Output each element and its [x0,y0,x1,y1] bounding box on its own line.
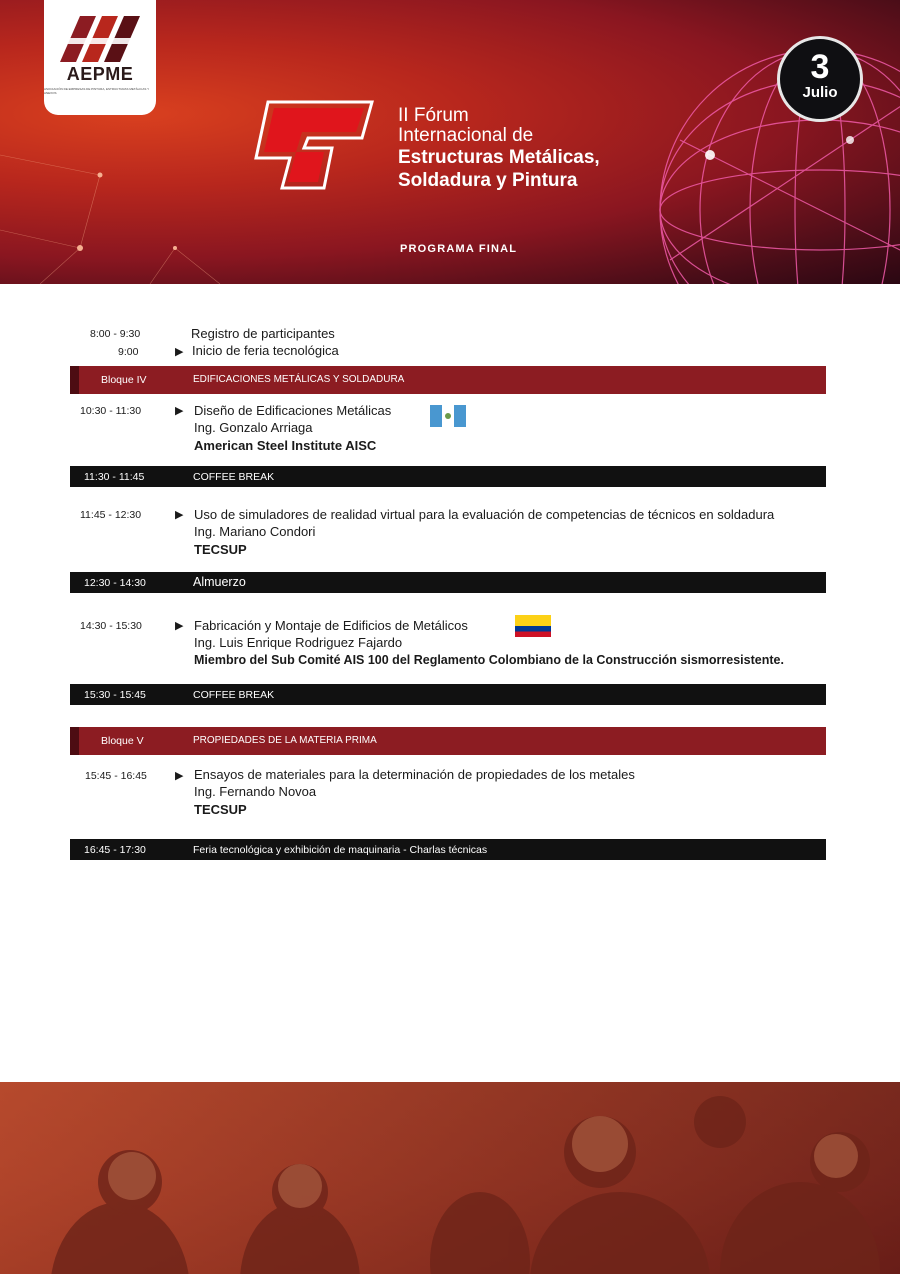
org-name: AEPME [66,64,134,84]
bar-label: Feria tecnológica y exhibición de maquinaria - Charlas técnicas [193,844,488,856]
session-title: Diseño de Edificaciones Metálicas [194,403,392,418]
date-month: Julio [802,84,838,101]
bloque-label: Bloque IV [101,374,147,386]
bloque-edge [70,727,79,755]
program-label: PROGRAMA FINAL [400,243,518,255]
play-arrow-icon: ▶ [175,770,184,782]
session-speaker: Ing. Mariano Condori [194,524,316,539]
session-title: Fabricación y Montaje de Edificios de Metálicos [194,618,468,633]
guatemala-flag-icon [430,405,466,427]
bar-label: COFFEE BREAK [193,689,275,701]
session-org: American Steel Institute AISC [194,438,377,453]
play-arrow-icon: ▶ [175,405,184,417]
header-banner [0,0,900,284]
event-photo-graphic [0,1082,900,1274]
bloque-title: EDIFICACIONES METÁLICAS Y SOLDADURA [193,374,405,385]
bloque-title: PROPIEDADES DE LA MATERIA PRIMA [193,735,377,746]
session-title: Ensayos de materiales para la determinación de propiedades de los metales [194,767,635,782]
session-time: 10:30 - 11:30 [80,405,142,417]
feria-text: Inicio de feria tecnológica [192,343,339,358]
bloque-v-header [70,727,826,755]
bar-label: COFFEE BREAK [193,471,275,483]
session-org: Miembro del Sub Comité AIS 100 del Reglamento Colombiano de la Construcción sismorresistente. [194,653,784,667]
session-time: 15:45 - 16:45 [85,770,147,782]
session-time: 14:30 - 15:30 [80,620,142,632]
aepme-logo-icon [60,16,140,62]
bloque-label: Bloque V [101,735,144,747]
bar-time: 11:30 - 11:45 [84,471,145,483]
session-time: 11:45 - 12:30 [80,509,142,521]
feria-time: 9:00 [118,346,139,358]
bloque-edge [70,366,79,394]
bar-time: 15:30 - 15:45 [84,689,146,701]
registration-time: 8:00 - 9:30 [90,328,141,340]
event-photo [0,1082,900,1274]
bar-time: 12:30 - 14:30 [84,577,146,589]
colombia-flag-icon [515,615,551,637]
play-arrow-icon: ▶ [175,346,184,358]
coffee-break-bar [70,466,826,487]
bloque-iv-header [70,366,826,394]
forum-title [398,106,600,192]
session-speaker: Ing. Fernando Novoa [194,784,317,799]
org-tagline: ASOCIACIÓN DE EMPRESAS DE PINTURA, ESTRUCTURAS METÁLICAS Y ANEXOS [44,87,150,95]
play-arrow-icon: ▶ [175,620,184,632]
title-line-3: Estructuras Metálicas, [398,147,600,168]
coffee-break-bar [70,684,826,705]
play-arrow-icon: ▶ [175,509,184,521]
forum-logo-icon [252,100,374,192]
title-line-2: Internacional de [398,125,534,146]
registration-text: Registro de participantes [191,326,335,341]
date-day: 3 [810,48,830,86]
globe-network-graphic [640,20,900,284]
title-line-4: Soldadura y Pintura [398,170,578,191]
session-speaker: Ing. Luis Enrique Rodriguez Fajardo [194,635,403,650]
bar-time: 16:45 - 17:30 [84,844,146,856]
date-badge [777,36,863,122]
session-org: TECSUP [194,802,247,817]
session-title: Uso de simuladores de realidad virtual para la evaluación de competencias de técnicos en soldadura [194,507,775,522]
session-speaker: Ing. Gonzalo Arriaga [194,420,313,435]
title-line-1: II Fórum [398,105,469,126]
closing-bar [70,839,826,860]
aepme-logo [44,0,156,115]
session-org: TECSUP [194,542,247,557]
lunch-bar [70,572,826,593]
bar-label: Almuerzo [193,575,246,589]
